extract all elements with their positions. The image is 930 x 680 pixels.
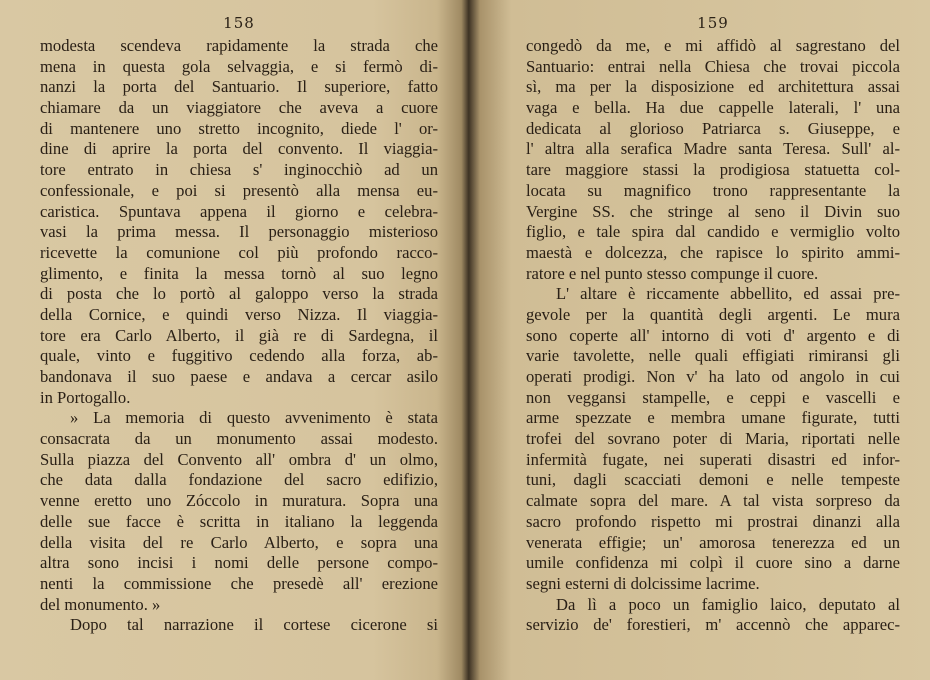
text-line: L' altare è riccamente abbellito, ed assai pre- — [556, 284, 900, 304]
text-line: locata su magnifico trono rappresentante la — [526, 180, 900, 200]
text-line: di mantenere uno stretto incognito, diede l' or- — [40, 118, 438, 138]
text-line: Sulla piazza del Convento all' ombra d' un olmo, — [40, 449, 438, 469]
text-line: arme spezzate e membra umane figurate, tutti — [526, 408, 900, 428]
text-line: calmate sopra del mare. A tal vista sorpreso da — [526, 491, 900, 511]
left-page — [0, 0, 462, 680]
text-line: Dopo tal narrazione il cortese cicerone si — [70, 615, 438, 635]
text-line: sono coperte all' intorno di voti d' argento e di — [526, 325, 900, 345]
text-line: della visita del re Carlo Alberto, e sopra una — [40, 532, 438, 552]
text-line: sì, ma per la disposizione ed architettura assai — [526, 77, 900, 97]
text-line: confessionale, e poi si presentò alla mensa eu- — [40, 180, 438, 200]
text-line: maestà e dolcezza, che rapisce lo spirito ammi- — [526, 242, 900, 262]
text-line: servizio de' forestieri, m' accennò che apparec- — [526, 615, 900, 635]
text-line: bandonava il suo paese e andava a cercar asilo — [40, 367, 438, 386]
text-line: dedicata al glorioso Patriarca s. Giuseppe, e — [526, 118, 900, 138]
right-page-text — [526, 36, 900, 636]
text-line: Vergine SS. che stringe al seno il Divin suo — [526, 201, 900, 221]
text-line: dine di aprire la porta del convento. Il viaggia- — [40, 139, 438, 159]
left-page-text — [40, 36, 438, 636]
text-line: figlio, e tale spira dal candido e vermiglio volto — [526, 222, 900, 242]
text-line: congedò da me, e mi affidò al sagrestano del — [526, 36, 900, 55]
text-line: tare maggiore stassi la prodigiosa statuetta col- — [526, 160, 900, 180]
text-line: caristica. Spuntava appena il giorno e celebra- — [40, 201, 438, 221]
text-line: sacro profondo rispetto mi prostrai dinanzi alla — [526, 511, 900, 531]
text-line: umile confidenza mi colpì il cuore sino a darne — [526, 553, 900, 573]
page-number-right: 159 — [697, 14, 729, 32]
text-line: vasi la prima messa. Il personaggio misterioso — [40, 222, 438, 242]
text-line: gevole per la quantità degli argenti. Le mura — [526, 304, 900, 324]
text-line: operati prodigi. Non v' ha lato od angolo in cui — [526, 367, 900, 386]
text-line: segni esterni di dolcissime lacrime. — [526, 573, 760, 593]
text-line: nanzi la porta del Santuario. Il superiore, fatto — [40, 77, 438, 97]
text-line: varie tavolette, nelle quali effigiati rimiransi gli — [526, 346, 900, 366]
text-line: mena in questa gola selvaggia, e si fermò di- — [40, 56, 438, 76]
text-line: che data dalla fondazione del sacro edifizio, — [40, 470, 438, 490]
text-line: Santuario: entrai nella Chiesa che trovai piccola — [526, 56, 900, 76]
text-line: venerata effigie; un' amorosa tenerezza ed un — [526, 532, 900, 552]
text-line: vaga e bella. Ha due cappelle laterali, l' una — [526, 98, 900, 118]
text-line: di posta che lo portò al galoppo verso la strada — [40, 284, 438, 304]
text-line: delle sue facce è scritta in italiano la leggenda — [40, 511, 438, 531]
text-line: tore era Carlo Alberto, il già re di Sardegna, il — [40, 325, 438, 345]
text-line: non veggansi stampelle, e ceppi e vascelli e — [526, 387, 900, 407]
text-line: della Cornice, e quindi verso Nizza. Il viaggia- — [40, 304, 438, 324]
text-line: consacrata da un monumento assai modesto. — [40, 429, 438, 449]
text-line: glimento, e finita la messa tornò al suo legno — [40, 263, 438, 283]
page-number-left: 158 — [223, 14, 255, 32]
text-line: quale, vinto e fuggitivo cedendo alla forza, ab- — [40, 346, 438, 366]
text-line: tore entrato in chiesa s' inginocchiò ad un — [40, 160, 438, 180]
text-line: infermità fugate, nei superati disastri ed infor- — [526, 449, 900, 469]
text-line: modesta scendeva rapidamente la strada che — [40, 36, 438, 55]
text-line: nenti la commissione che presedè all' erezione — [40, 573, 438, 593]
text-line: venne eretto uno Zóccolo in muratura. Sopra una — [40, 491, 438, 511]
text-line: Da lì a poco un famiglio laico, deputato al — [556, 594, 900, 614]
text-line: l' altra alla serafica Madre santa Teresa. Sull' al- — [526, 139, 900, 159]
right-page — [474, 0, 930, 680]
text-line: ricevette la comunione col più profondo racco- — [40, 242, 438, 262]
text-line: ratore e nel punto stesso compunge il cuore. — [526, 263, 819, 283]
text-line: » La memoria di questo avvenimento è stata — [70, 408, 438, 428]
text-line: altra sono incisi i nomi delle persone compo- — [40, 553, 438, 573]
text-line: in Portogallo. — [40, 387, 131, 407]
text-line: trofei del sovrano poter di Maria, riportati nelle — [526, 429, 900, 449]
text-line: chiamare da un viaggiatore che aveva a cuore — [40, 98, 438, 118]
text-line: tuni, dagli scacciati demoni e nelle tempeste — [526, 470, 900, 490]
text-line: del monumento. » — [40, 594, 161, 614]
